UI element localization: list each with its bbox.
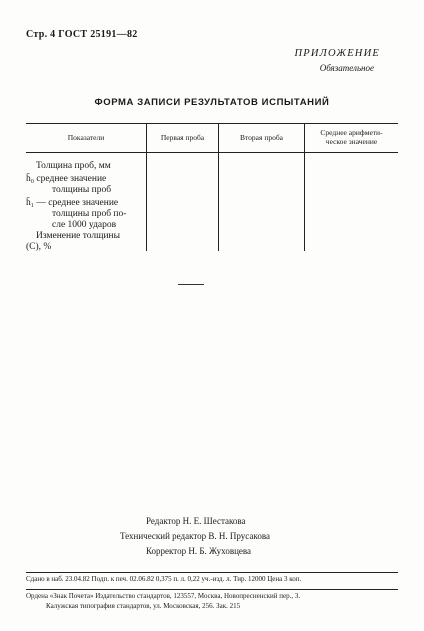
page-header: Стр. 4 ГОСТ 25191—82 [26,29,138,40]
row-h0-label: h̄₀ среднее значение [26,174,107,184]
corrector-line: Корректор Н. Б. Жуховцева [146,546,252,556]
footer-rule [26,589,398,590]
col-header-average-l1: Среднее арифмети- [320,128,383,137]
col-header-average-l2: ческое значение [325,137,378,146]
section-separator [178,284,204,285]
appendix-subtitle: Обязательное [319,63,374,73]
footer-rule [26,572,398,573]
col-header-second-sample: Вторая проба [240,133,283,142]
table-header-rule [26,152,398,153]
row-thickness: Толщина проб, мм [36,161,111,171]
col-header-indicators: Показатели [67,133,105,142]
table-col-divider [218,123,219,251]
table-top-rule [26,123,398,124]
row-h0-cont: толщины проб [52,185,112,195]
form-title: ФОРМА ЗАПИСИ РЕЗУЛЬТАТОВ ИСПЫТАНИЙ [94,97,330,108]
row-h1-cont2: сле 1000 ударов [52,220,117,230]
col-header-first-sample: Первая проба [160,133,205,142]
printer-info: Калужская типография стандартов, ул. Московская, 256. Зак. 215 [46,602,241,610]
table-col-divider [146,123,147,251]
row-h1-cont: толщины проб по- [52,209,127,219]
publisher-info: Ордена «Знак Почета» Издательство стандартов, 123557, Москва, Новопресненский пер., 3. [26,592,301,600]
editor-line: Редактор Н. Е. Шестакова [146,516,246,526]
row-change-cont: (С), % [26,242,52,252]
row-h1-label: h̄₁ — среднее значение [26,198,119,208]
row-change: Изменение толщины [36,231,121,241]
print-info: Сдано в наб. 23.04.82 Подп. к печ. 02.06.82 0,375 п. л. 0,22 уч.-изд. л. Тир. 12000 Цена 3 коп. [26,575,302,583]
appendix-title: ПРИЛОЖЕНИЕ [294,48,380,59]
tech-editor-line: Технический редактор В. Н. Прусакова [120,531,270,541]
